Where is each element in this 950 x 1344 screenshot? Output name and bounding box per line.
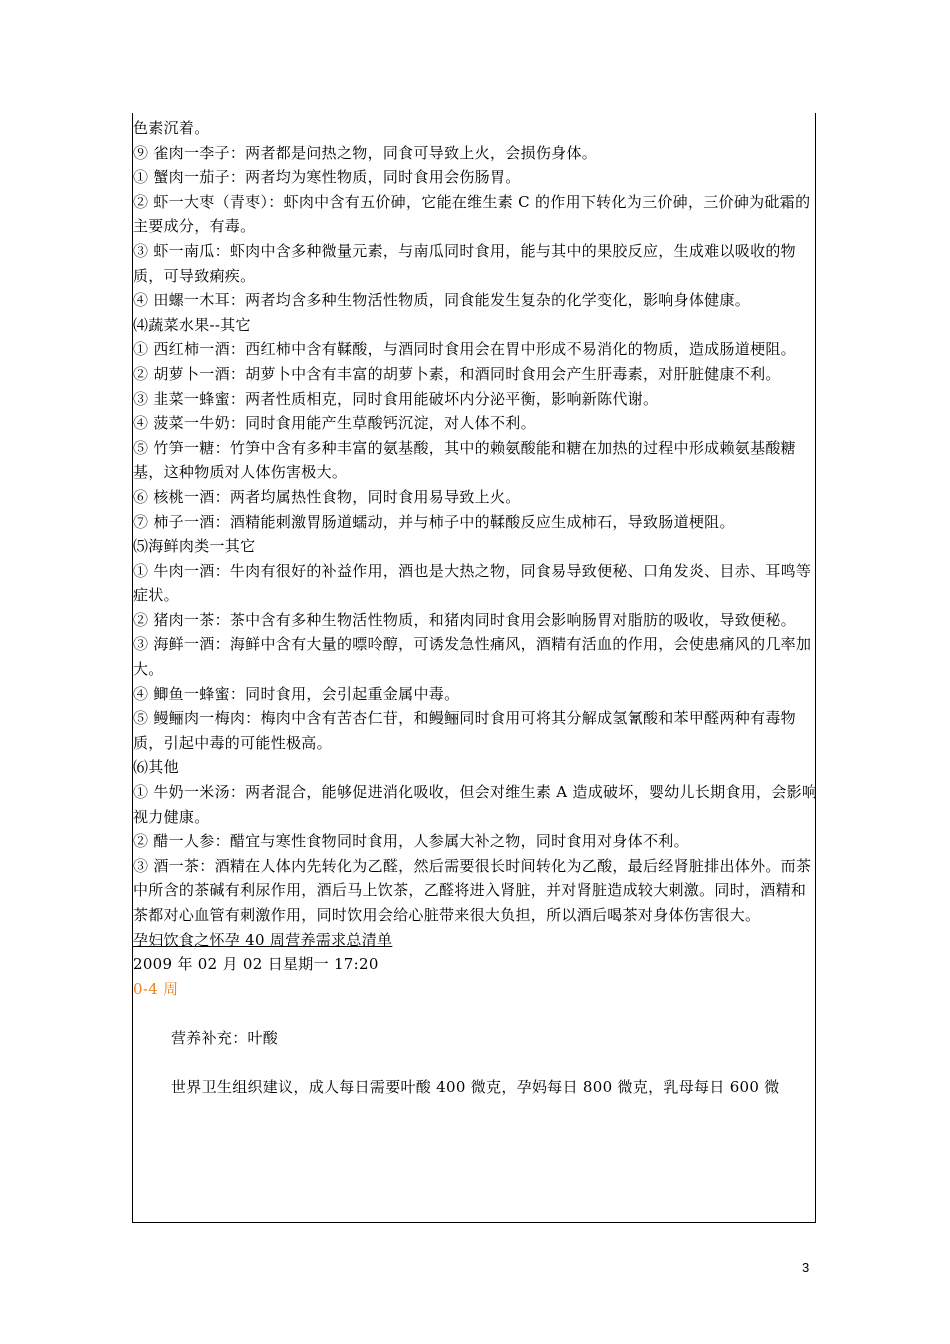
text-line: ④ 鲫鱼一蜂蜜：同时食用，会引起重金属中毒。 [133,684,460,703]
text-line: ② 醋一人参：醋宜与寒性食物同时食用，人参属大补之物，同时食用对身体不利。 [133,832,689,851]
text-line: ⑤ 鳗鲡肉一梅肉：梅肉中含有苦杏仁苷，和鳗鲡同时食用可将其分解成氢氰酸和苯甲醛两种有毒物质，引起中毒的可能性极高。 [133,709,796,752]
text-line: ① 牛肉一酒：牛肉有很好的补益作用，酒也是大热之物，同食易导致便秘、口角发炎、目赤、耳鸣等症状。 [133,561,812,605]
page-number: 3 [802,1260,810,1275]
nutrition-text: 世界卫生组织建议，成人每日需要叶酸 400 微克，孕妈每日 800 微克，乳母每日 600 微 [171,1078,780,1097]
text-line: ② 猪肉一茶：茶中含有多种生物活性物质，和猪肉同时食用会影响肠胃对脂肪的吸收，导致便秘。 [133,610,796,629]
spacer [133,1001,818,1026]
text-line: ② 虾一大枣（青枣）：虾肉中含有五价砷，它能在维生素 C 的作用下转化为三价砷，三价砷为砒霜的主要成分，有毒。 [133,192,811,236]
text-line: ④ 菠菜一牛奶：同时食用能产生草酸钙沉淀，对人体不利。 [133,414,536,433]
text-line: ⑦ 柿子一酒：酒精能刺激胃肠道蠕动，并与柿子中的鞣酸反应生成柿石，导致肠道梗阻。 [133,512,735,531]
text-line: ① 牛奶一米汤：两者混合，能够促进消化吸收，但会对维生素 A 造成破坏，婴幼儿长期食用，会影响视力健康。 [133,783,818,826]
text-line: 色素沉着。 [133,119,210,137]
article-title-link[interactable]: 孕妇饮食之怀孕 40 周营养需求总清单 [133,930,393,949]
text-line: ② 胡萝卜一酒：胡萝卜中含有丰富的胡萝卜素，和酒同时食用会产生肝毒素，对肝脏健康不利。 [133,364,781,383]
text-line: ⑥ 核桃一酒：两者均属热性食物，同时食用易导致上火。 [133,487,521,506]
text-line: ⑨ 雀肉一李子：两者都是问热之物，同食可导致上火，会损伤身体。 [133,143,598,162]
section-heading: ⑷蔬菜水果--其它 [133,315,251,334]
text-line: ③ 虾一南瓜：虾肉中含多种微量元素，与南瓜同时食用，能与其中的果胶反应，生成难以吸收的物质，可导致痢疾。 [133,241,796,285]
text-line: ④ 田螺一木耳：两者均含多种生物活性物质，同食能发生复杂的化学变化，影响身体健康。 [133,291,751,310]
text-line: ③ 海鲜一酒：海鲜中含有大量的嘌呤醇，可诱发急性痛风，酒精有活血的作用，会使患痛风的几率加大。 [133,635,812,679]
text-line: ① 西红柿一酒：西红柿中含有鞣酸，与酒同时食用会在胃中形成不易消化的物质，造成肠道梗阻。 [133,340,796,359]
week-heading: 0-4 周 [133,979,179,998]
text-line: ③ 韭菜一蜂蜜：两者性质相克，同时食用能破坏内分泌平衡，影响新陈代谢。 [133,389,659,408]
text-line: ③ 酒一茶：酒精在人体内先转化为乙醛，然后需要很长时间转化为乙酸，最后经肾脏排出体外。而茶中所含的茶碱有利尿作用，酒后马上饮茶，乙醛将进入肾脏，并对肾脏造成较大刺激。同时，酒精和茶都对心血管有刺激作用，同时饮用会给心脏带来很大负担，所以酒后喝茶对身体伤害很大。 [133,856,812,924]
section-heading: ⑸海鲜肉类一其它 [133,537,256,556]
text-line: ① 蟹肉一茄子：两者均为寒性物质，同时食用会伤肠胃。 [133,168,521,187]
text-line: ⑤ 竹笋一糖：竹笋中含有多种丰富的氨基酸，其中的赖氨酸能和糖在加热的过程中形成赖氨基酸糖基，这种物质对人体伤害极大。 [133,438,796,482]
spacer [133,1051,818,1076]
document-body [133,116,818,1100]
nutrition-heading: 营养补充：叶酸 [171,1028,279,1047]
article-date: 2009 年 02 月 02 日星期一 17:20 [133,955,379,974]
section-heading: ⑹其他 [133,758,179,777]
